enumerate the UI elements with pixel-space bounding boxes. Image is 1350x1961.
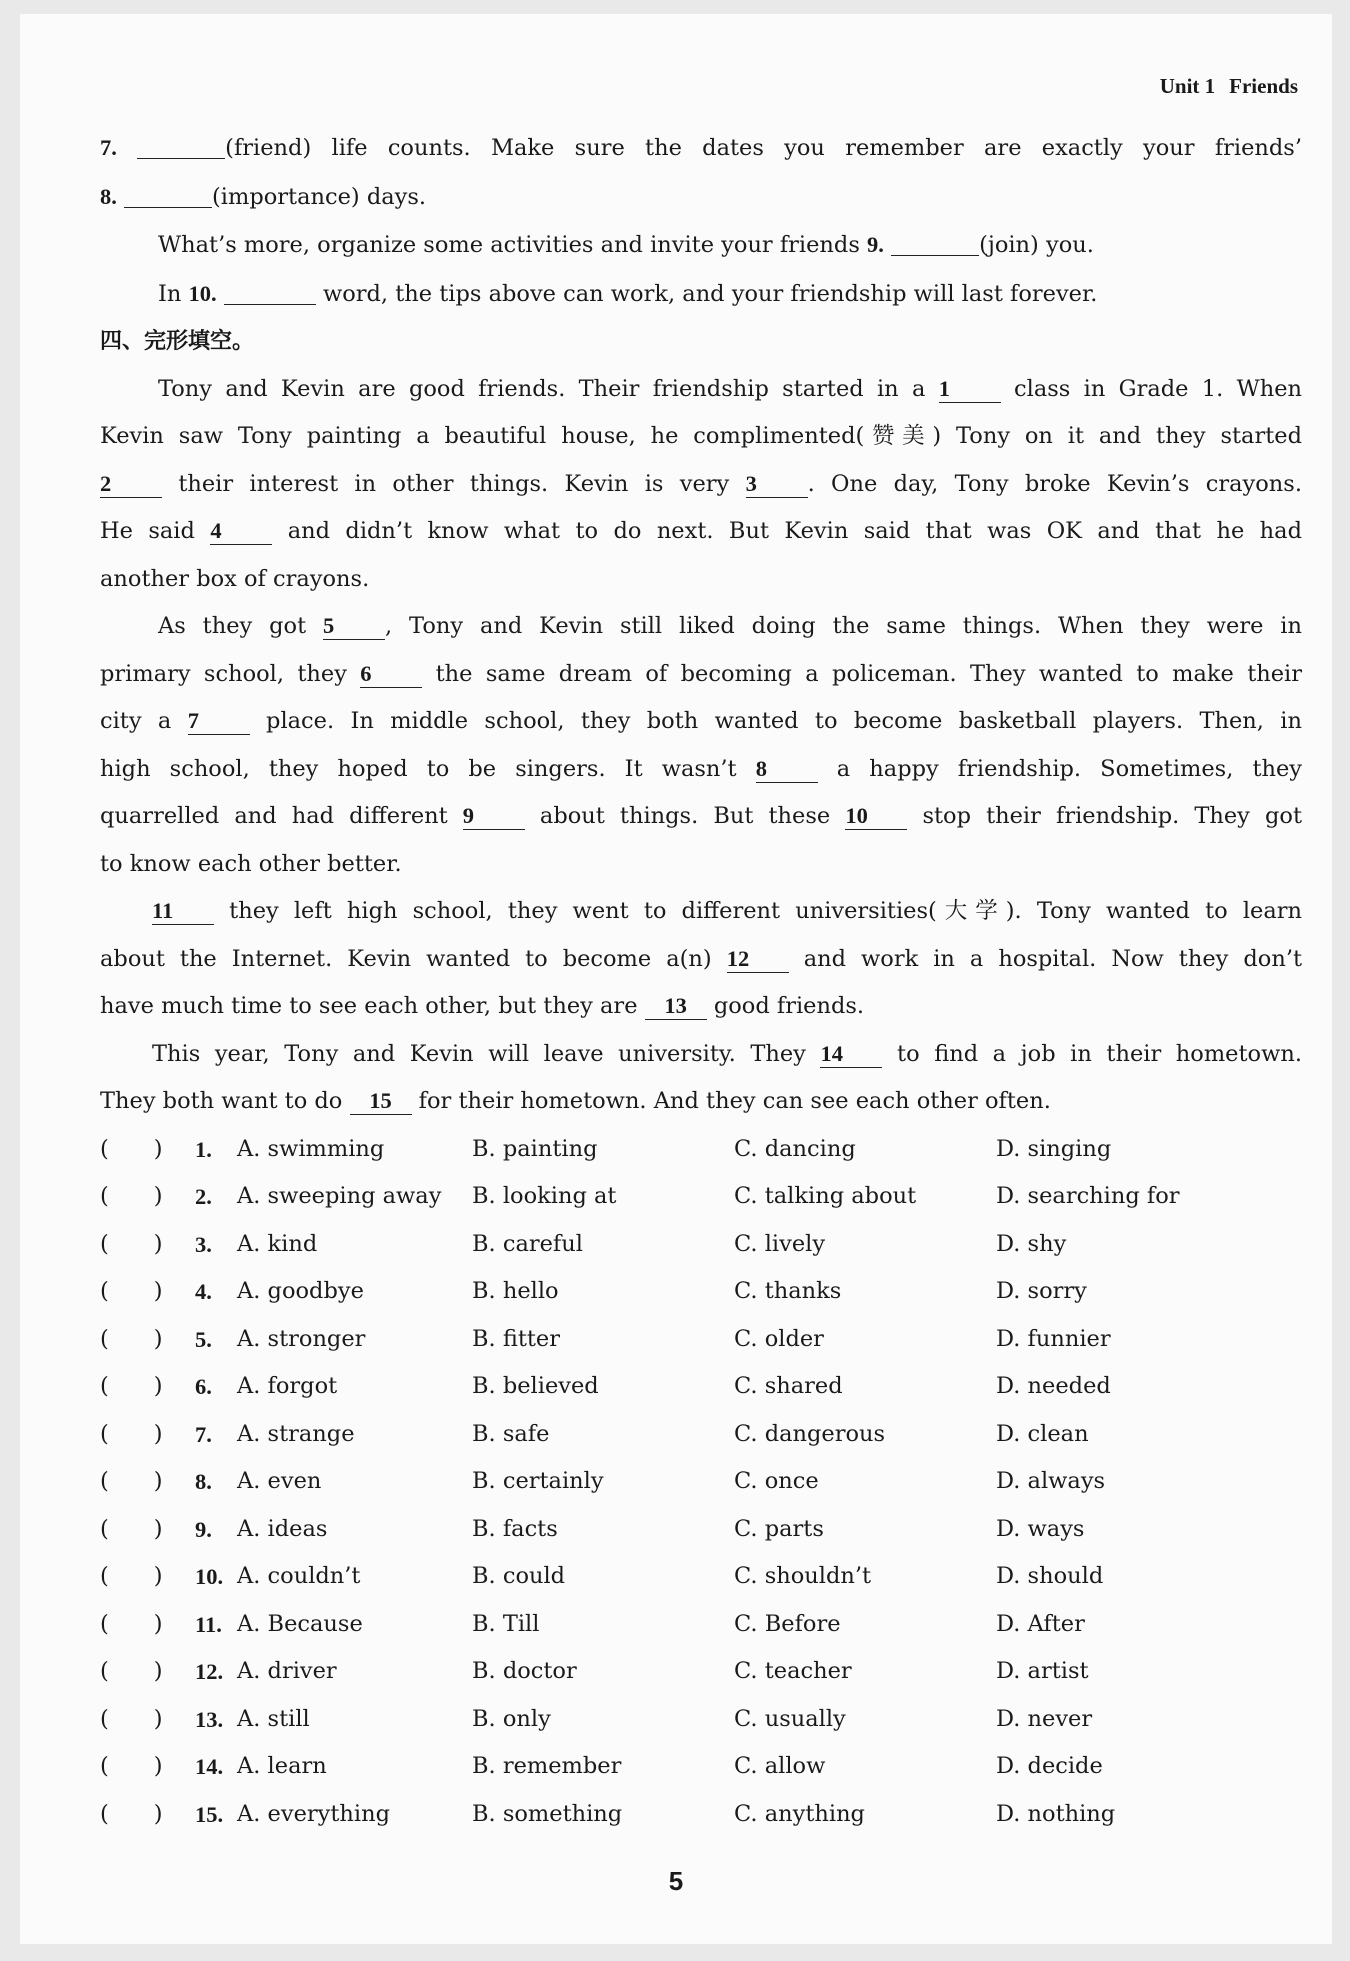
cloze-blank-9: 9	[463, 803, 525, 830]
option-c: C. allow	[734, 1753, 826, 1779]
fill-line-7	[100, 124, 1302, 173]
question-number: 5.	[195, 1326, 212, 1352]
option-b: B. facts	[472, 1515, 558, 1542]
option-d: D. funnier	[996, 1325, 1111, 1352]
cloze-blank-15: 15	[350, 1088, 412, 1115]
passage-text: and work in a hospital. Now they don’t	[803, 945, 1303, 972]
passage-text: primary school, they	[100, 660, 347, 687]
answer-paren[interactable]: ( )	[100, 1753, 163, 1779]
passage-line	[100, 983, 1302, 1031]
option-d: D. should	[996, 1563, 1104, 1589]
passage-text: and didn’t know what to do next. But Kevin said that was OK and that he had	[287, 518, 1302, 544]
option-c: C. Before	[734, 1610, 841, 1637]
question-row	[100, 1458, 1302, 1506]
line-text: In	[158, 280, 189, 307]
answer-paren[interactable]: ( )	[100, 1325, 163, 1352]
passage-text: . One day, Tony broke Kevin’s crayons.	[807, 470, 1302, 497]
question-number: 3.	[195, 1231, 212, 1257]
answer-paren[interactable]: ( )	[100, 1420, 163, 1447]
cloze-blank-5: 5	[323, 613, 385, 640]
option-a: A. couldn’t	[237, 1563, 361, 1589]
line-text: (join) you.	[979, 232, 1094, 258]
option-a: A. everything	[237, 1800, 390, 1827]
cloze-blank-12: 12	[727, 946, 789, 973]
option-d: D. always	[996, 1468, 1106, 1494]
line-text: word, the tips above can work, and your friendship will last forever.	[322, 280, 1098, 307]
item-number: 7.	[100, 135, 117, 160]
passage-text: place. In middle school, they both wanted to become basketball players. Then, in	[266, 708, 1302, 734]
option-b: B. believed	[472, 1373, 599, 1399]
passage-text: Tony and Kevin are good friends. Their friendship started in a	[158, 375, 926, 402]
option-a: A. goodbye	[237, 1278, 364, 1304]
passage-line	[100, 413, 1302, 461]
option-d: D. clean	[996, 1420, 1089, 1447]
passage-text: , Tony and Kevin still liked doing the same things. When they were in	[385, 613, 1302, 639]
passage-line	[100, 603, 1302, 651]
option-c: C. once	[734, 1468, 819, 1494]
option-a: A. stronger	[237, 1325, 366, 1352]
option-c: C. parts	[734, 1515, 824, 1542]
question-row	[100, 1268, 1302, 1316]
passage-line	[100, 936, 1302, 984]
option-b: B. remember	[472, 1753, 622, 1779]
question-number: 12.	[195, 1659, 224, 1684]
passage-text: Kevin saw Tony painting a beautiful house, he complimented(赞美) Tony on it and they started	[100, 423, 1302, 449]
passage-line	[100, 746, 1302, 794]
question-row	[100, 1648, 1302, 1696]
option-b: B. hello	[472, 1278, 559, 1304]
passage-line	[100, 698, 1302, 746]
option-a: A. even	[237, 1468, 322, 1494]
passage-line	[100, 793, 1302, 841]
answer-paren[interactable]: ( )	[100, 1278, 163, 1304]
unit-title: Friends	[1229, 74, 1298, 98]
option-d: D. artist	[996, 1658, 1089, 1684]
option-c: C. dancing	[734, 1135, 856, 1162]
cloze-blank-4: 4	[210, 518, 272, 545]
answer-paren[interactable]: ( )	[100, 1705, 163, 1732]
cloze-blank-3: 3	[746, 471, 808, 498]
question-row	[100, 1696, 1302, 1744]
answer-paren[interactable]: ( )	[100, 1563, 163, 1589]
cloze-blank-7: 7	[188, 708, 250, 735]
option-a: A. forgot	[237, 1373, 338, 1399]
option-b: B. certainly	[472, 1468, 604, 1494]
cloze-blank-1: 1	[939, 376, 1001, 403]
option-d: D. nothing	[996, 1800, 1116, 1827]
option-b: B. safe	[472, 1420, 550, 1447]
passage-line	[100, 841, 1302, 889]
option-d: D. shy	[996, 1230, 1067, 1257]
question-number: 9.	[195, 1516, 212, 1542]
passage-text: another box of crayons.	[100, 565, 370, 592]
option-c: C. talking about	[734, 1183, 917, 1209]
question-row	[100, 1126, 1302, 1174]
worksheet-page	[20, 14, 1332, 1944]
item-number: 10.	[188, 280, 217, 306]
answer-blank-10[interactable]	[224, 278, 316, 305]
option-c: C. usually	[734, 1705, 846, 1732]
line-text: (importance) days.	[212, 183, 427, 210]
cloze-blank-6: 6	[360, 661, 422, 688]
page-number: 5	[668, 1866, 684, 1896]
question-row	[100, 1173, 1302, 1221]
option-c: C. older	[734, 1325, 824, 1352]
item-number: 9.	[867, 232, 884, 257]
option-d: D. needed	[996, 1373, 1111, 1399]
option-c: C. shouldn’t	[734, 1563, 872, 1589]
passage-text: their interest in other things. Kevin is very	[178, 470, 730, 497]
passage-text: quarrelled and had different	[100, 803, 448, 829]
option-d: D. singing	[996, 1135, 1112, 1162]
option-b: B. looking at	[472, 1183, 617, 1209]
option-c: C. lively	[734, 1230, 826, 1257]
option-a: A. sweeping away	[237, 1183, 442, 1209]
option-a: A. strange	[237, 1420, 355, 1447]
option-a: A. still	[237, 1705, 310, 1732]
passage-line	[100, 508, 1302, 556]
passage-text: a happy friendship. Sometimes, they	[836, 755, 1303, 782]
option-c: C. dangerous	[734, 1420, 886, 1447]
passage-text: for their hometown. And they can see each other often.	[418, 1088, 1051, 1114]
option-a: A. kind	[237, 1230, 318, 1257]
question-number: 10.	[195, 1564, 224, 1589]
passage-line	[100, 1078, 1302, 1126]
passage-line	[100, 461, 1302, 509]
line-text: (friend) life counts. Make sure the dates you remember are exactly your friends’	[225, 135, 1303, 161]
answer-paren[interactable]: ( )	[100, 1183, 163, 1209]
option-d: D. After	[996, 1610, 1085, 1637]
passage-line	[100, 366, 1302, 414]
option-d: D. sorry	[996, 1278, 1087, 1304]
answer-paren[interactable]: ( )	[100, 1373, 163, 1399]
passage-text: have much time to see each other, but they are	[100, 993, 638, 1019]
cloze-blank-10: 10	[845, 803, 907, 830]
option-b: B. only	[472, 1705, 551, 1732]
passage-line	[100, 888, 1302, 936]
passage-text: about things. But these	[539, 803, 831, 829]
cloze-blank-11: 11	[152, 898, 214, 925]
question-row	[100, 1363, 1302, 1411]
option-b: B. careful	[472, 1230, 583, 1257]
option-d: D. decide	[996, 1753, 1103, 1779]
passage-text: about the Internet. Kevin wanted to become a(n)	[100, 945, 712, 972]
question-row	[100, 1221, 1302, 1269]
worksheet-content	[100, 124, 1302, 1838]
fill-line-8	[100, 173, 1302, 222]
line-text: What’s more, organize some activities and invite your friends	[158, 232, 868, 258]
option-a: A. driver	[237, 1658, 337, 1684]
question-row	[100, 1791, 1302, 1839]
question-row	[100, 1506, 1302, 1554]
passage-line	[100, 1031, 1302, 1079]
fill-line-10	[100, 270, 1302, 319]
question-number: 2.	[195, 1184, 212, 1209]
question-number: 15.	[195, 1801, 224, 1827]
option-c: C. teacher	[734, 1658, 852, 1684]
question-row	[100, 1743, 1302, 1791]
unit-label: Unit 1	[1159, 74, 1216, 98]
question-row	[100, 1553, 1302, 1601]
option-d: D. never	[996, 1705, 1093, 1732]
question-number: 13.	[195, 1706, 224, 1732]
question-number: 8.	[195, 1469, 212, 1494]
option-d: D. searching for	[996, 1183, 1180, 1209]
option-c: C. anything	[734, 1800, 865, 1827]
cloze-blank-13: 13	[645, 993, 707, 1020]
passage-text: high school, they hoped to be singers. It wasn’t	[100, 755, 737, 782]
answer-paren[interactable]: ( )	[100, 1610, 163, 1637]
option-a: A. ideas	[237, 1515, 328, 1542]
answer-paren[interactable]: ( )	[100, 1515, 163, 1542]
question-list	[100, 1126, 1302, 1839]
passage-text: to know each other better.	[100, 850, 402, 877]
question-number: 6.	[195, 1374, 212, 1399]
passage-text: He said	[100, 518, 195, 544]
passage-text: class in Grade 1. When	[1014, 375, 1303, 402]
cloze-blank-14: 14	[820, 1041, 882, 1068]
passage-line	[100, 651, 1302, 699]
option-b: B. painting	[472, 1135, 598, 1162]
passage-text: city a	[100, 708, 172, 734]
answer-paren[interactable]: ( )	[100, 1468, 163, 1494]
option-a: A. Because	[237, 1610, 363, 1637]
option-b: B. doctor	[472, 1658, 577, 1684]
option-b: B. something	[472, 1800, 623, 1827]
answer-paren[interactable]: ( )	[100, 1230, 163, 1257]
option-a: A. swimming	[237, 1135, 385, 1162]
question-number: 4.	[195, 1279, 212, 1304]
option-a: A. learn	[237, 1753, 327, 1779]
option-c: C. thanks	[734, 1278, 842, 1304]
question-row	[100, 1316, 1302, 1364]
question-number: 1.	[195, 1136, 212, 1162]
passage-text: to find a job in their hometown.	[897, 1040, 1302, 1067]
answer-paren[interactable]: ( )	[100, 1135, 163, 1162]
item-number: 8.	[100, 183, 117, 209]
option-c: C. shared	[734, 1373, 843, 1399]
passage-text: the same dream of becoming a policeman. They wanted to make their	[435, 660, 1302, 687]
option-b: B. could	[472, 1563, 566, 1589]
passage-text: As they got	[158, 613, 307, 639]
passage-text: they left high school, they went to different universities(大学). Tony wanted to learn	[229, 898, 1303, 924]
question-row	[100, 1601, 1302, 1649]
answer-blank-9[interactable]	[891, 229, 979, 256]
answer-blank-7[interactable]	[137, 132, 225, 159]
section-title: 四、完形填空。	[100, 329, 255, 354]
option-b: B. fitter	[472, 1325, 561, 1352]
passage-text: They both want to do	[100, 1088, 343, 1114]
question-row	[100, 1411, 1302, 1459]
passage-text: good friends.	[713, 993, 865, 1019]
cloze-blank-8: 8	[756, 756, 818, 783]
passage-text: stop their friendship. They got	[922, 803, 1302, 829]
question-number: 7.	[195, 1421, 212, 1447]
passage-line	[100, 556, 1302, 604]
option-b: B. Till	[472, 1610, 540, 1637]
answer-paren[interactable]: ( )	[100, 1800, 163, 1827]
passage-text: This year, Tony and Kevin will leave university. They	[152, 1040, 806, 1067]
question-number: 11.	[195, 1611, 222, 1637]
fill-line-9	[100, 221, 1302, 270]
answer-blank-8[interactable]	[124, 181, 212, 208]
question-number: 14.	[195, 1754, 224, 1779]
cloze-blank-2: 2	[100, 471, 162, 498]
option-d: D. ways	[996, 1515, 1085, 1542]
page-header	[1160, 74, 1298, 99]
answer-paren[interactable]: ( )	[100, 1658, 163, 1684]
